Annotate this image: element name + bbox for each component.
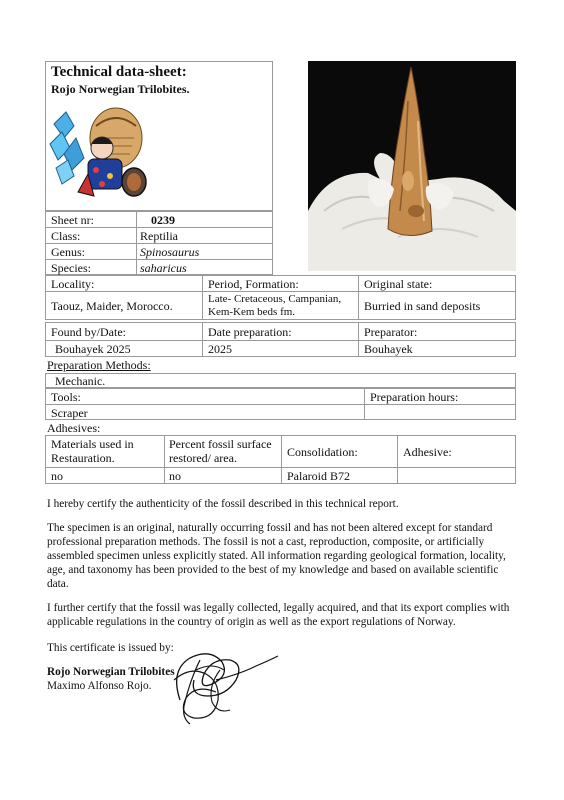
company-logo xyxy=(48,104,152,208)
adhesive-label: Adhesive: xyxy=(403,445,452,459)
period-label: Period, Formation: xyxy=(208,277,299,291)
sheet-nr-value: 0239 xyxy=(151,213,175,227)
genus-value: Spinosaurus xyxy=(140,245,200,259)
preparator-label: Preparator: xyxy=(364,325,418,339)
found-by-value: Bouhayek 2025 xyxy=(55,342,131,356)
issuer-name: Maximo Alfonso Rojo. xyxy=(47,680,152,692)
percent-restored-label: Percent fossil surface restored/ area. xyxy=(169,437,272,465)
materials-value: no xyxy=(51,469,63,483)
species-value: saharicus xyxy=(140,261,187,275)
certification-paragraph-1: I hereby certify the authenticity of the fossil described in this technical report. xyxy=(47,498,399,510)
certification-paragraph-3: I further certify that the fossil was legally collected, legally acquired, and that its export complies with applicable regulations in the country of origin as well as the export regulations of Norway. xyxy=(47,602,510,628)
preparation-hours-label: Preparation hours: xyxy=(370,390,459,404)
methods-value-box xyxy=(45,373,516,388)
original-state-value: Burried in sand deposits xyxy=(364,299,481,313)
consolidation-value: Palaroid B72 xyxy=(287,469,350,483)
class-label: Class: xyxy=(51,229,81,243)
locality-label: Locality: xyxy=(51,277,95,291)
preparator-value: Bouhayek xyxy=(364,342,413,356)
certification-paragraph-4: This certificate is issued by: xyxy=(47,642,174,654)
fossil-photo xyxy=(308,61,516,271)
original-state-label: Original state: xyxy=(364,277,433,291)
issuer-company: Rojo Norwegian Trilobites xyxy=(47,666,175,678)
adhesives-heading: Adhesives: xyxy=(47,421,101,435)
certification-paragraph-2: The specimen is an original, naturally occurring fossil and has not been altered except for standard professional preparation methods. The fossil is not a cast, reproduction, composite, or artificially assembled specimen unless explicitly stated. All information regarding geological formation, locality, age, and taxonomy has been provided to the best of my knowledge and based on available scientific data. xyxy=(47,522,506,590)
found-by-label: Found by/Date: xyxy=(51,325,126,339)
tools-label: Tools: xyxy=(51,390,81,404)
class-value: Reptilia xyxy=(140,229,178,243)
company-subtitle: Rojo Norwegian Trilobites. xyxy=(51,82,190,96)
date-preparation-value: 2025 xyxy=(208,342,232,356)
methods-value: Mechanic. xyxy=(55,374,106,388)
preparation-methods-heading: Preparation Methods: xyxy=(47,358,151,372)
genus-label: Genus: xyxy=(51,245,85,259)
signature xyxy=(160,640,280,730)
percent-restored-value: no xyxy=(169,469,181,483)
page-title: Technical data-sheet: xyxy=(51,64,187,80)
tools-value: Scraper xyxy=(51,406,88,420)
consolidation-label: Consolidation: xyxy=(287,445,358,459)
species-label: Species: xyxy=(51,261,91,275)
locality-value: Taouz, Maider, Morocco. xyxy=(51,299,173,313)
period-value: Late- Cretaceous, Campanian, Kem-Kem beds fm. xyxy=(208,293,342,318)
date-preparation-label: Date preparation: xyxy=(208,325,292,339)
sheet-nr-label: Sheet nr: xyxy=(51,213,94,227)
materials-label: Materials used in Restauration. xyxy=(51,437,134,465)
